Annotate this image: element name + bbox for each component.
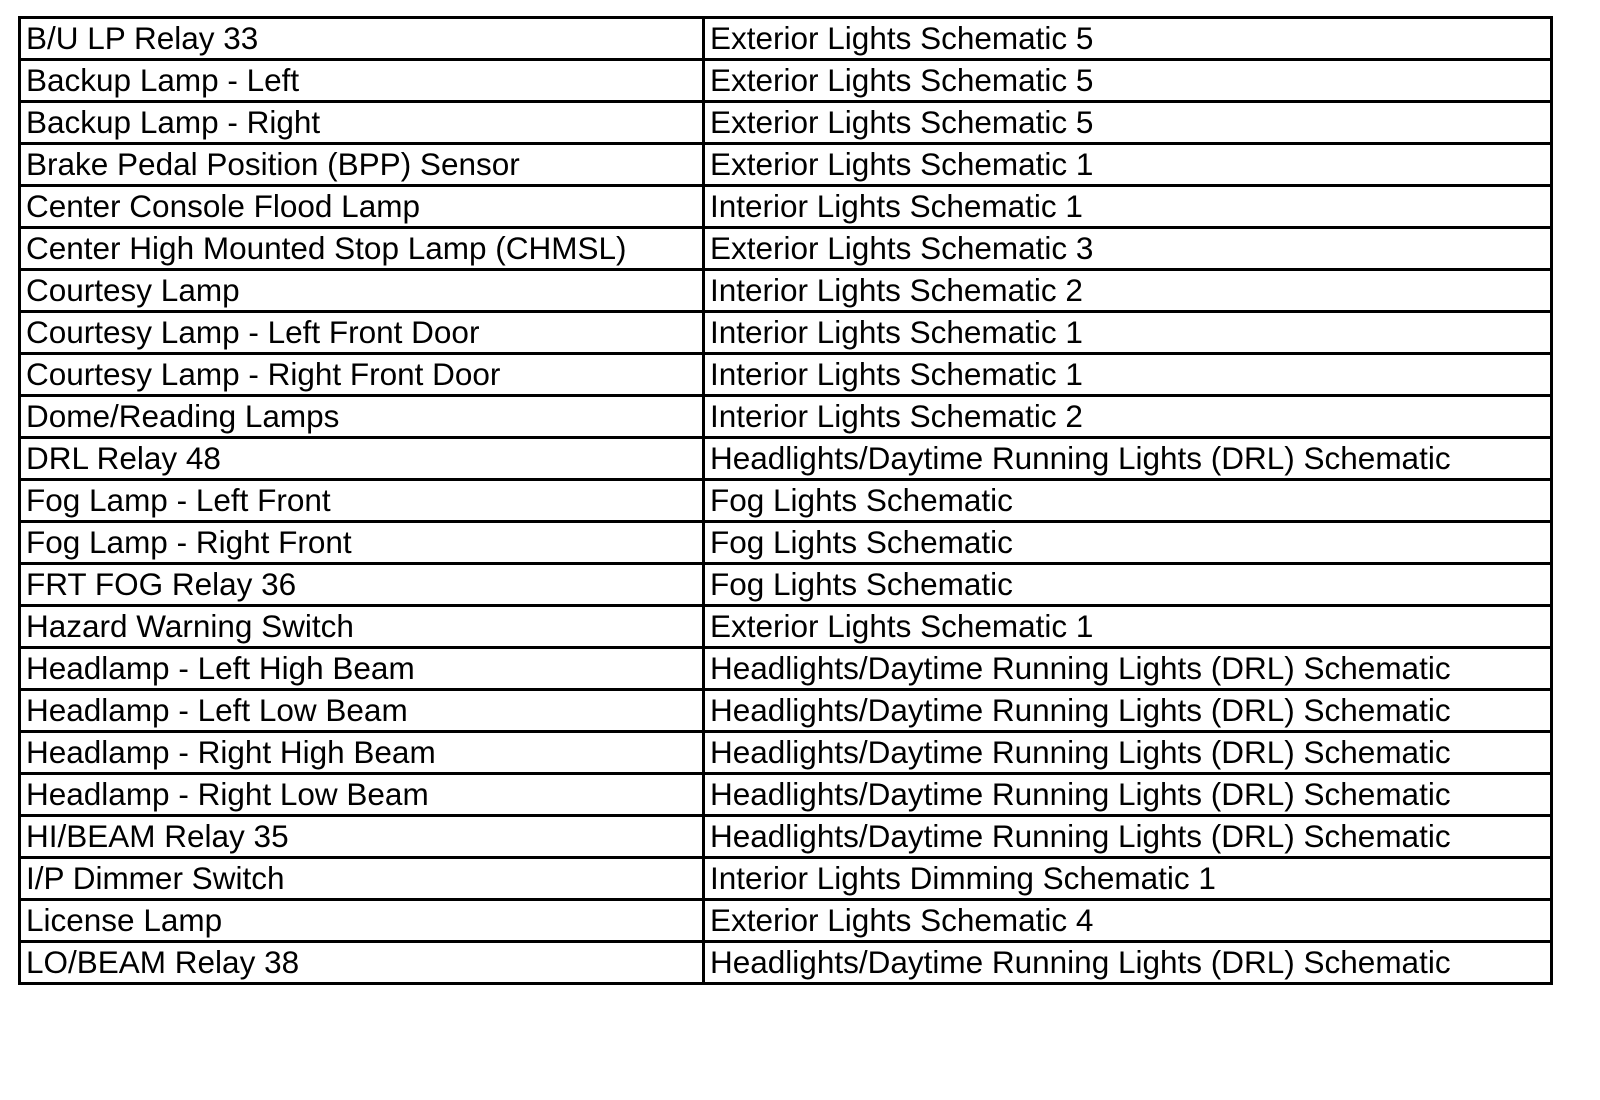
schematic-cell: Fog Lights Schematic [704,522,1552,564]
table-row [20,774,1552,816]
component-cell: Fog Lamp - Left Front [20,480,704,522]
component-cell: Headlamp - Left Low Beam [20,690,704,732]
schematic-cell: Fog Lights Schematic [704,480,1552,522]
schematic-cell: Exterior Lights Schematic 3 [704,228,1552,270]
schematic-cell: Exterior Lights Schematic 5 [704,102,1552,144]
component-cell: Headlamp - Right High Beam [20,732,704,774]
schematic-cell: Headlights/Daytime Running Lights (DRL) Schematic [704,942,1552,984]
component-cell: LO/BEAM Relay 38 [20,942,704,984]
component-cell: Courtesy Lamp - Right Front Door [20,354,704,396]
table-row [20,396,1552,438]
table-row [20,522,1552,564]
table-row [20,480,1552,522]
component-cell: Brake Pedal Position (BPP) Sensor [20,144,704,186]
schematic-cell: Interior Lights Schematic 2 [704,396,1552,438]
table-row [20,438,1552,480]
component-cell: Center Console Flood Lamp [20,186,704,228]
table-row [20,354,1552,396]
table-row [20,606,1552,648]
table-row [20,732,1552,774]
schematic-cell: Interior Lights Schematic 1 [704,186,1552,228]
schematic-cell: Exterior Lights Schematic 5 [704,60,1552,102]
table-row [20,858,1552,900]
schematic-cell: Interior Lights Schematic 1 [704,312,1552,354]
schematic-cell: Fog Lights Schematic [704,564,1552,606]
component-cell: HI/BEAM Relay 35 [20,816,704,858]
component-cell: Backup Lamp - Right [20,102,704,144]
component-cell: Headlamp - Right Low Beam [20,774,704,816]
component-cell: DRL Relay 48 [20,438,704,480]
schematic-cell: Interior Lights Schematic 1 [704,354,1552,396]
table-row [20,942,1552,984]
schematic-cell: Headlights/Daytime Running Lights (DRL) Schematic [704,648,1552,690]
component-cell: Courtesy Lamp [20,270,704,312]
component-cell: Courtesy Lamp - Left Front Door [20,312,704,354]
schematic-cell: Exterior Lights Schematic 1 [704,606,1552,648]
component-cell: Hazard Warning Switch [20,606,704,648]
schematic-cell: Headlights/Daytime Running Lights (DRL) Schematic [704,690,1552,732]
component-cell: FRT FOG Relay 36 [20,564,704,606]
table-row [20,186,1552,228]
table-row [20,690,1552,732]
schematic-cell: Interior Lights Schematic 2 [704,270,1552,312]
table-row [20,102,1552,144]
component-cell: B/U LP Relay 33 [20,18,704,60]
table-row [20,270,1552,312]
table-row [20,816,1552,858]
table-row [20,900,1552,942]
schematic-cell: Headlights/Daytime Running Lights (DRL) Schematic [704,732,1552,774]
component-cell: Center High Mounted Stop Lamp (CHMSL) [20,228,704,270]
schematic-cell: Exterior Lights Schematic 4 [704,900,1552,942]
schematic-cell: Exterior Lights Schematic 5 [704,18,1552,60]
table-row [20,18,1552,60]
component-cell: Headlamp - Left High Beam [20,648,704,690]
component-cell: License Lamp [20,900,704,942]
schematic-cell: Exterior Lights Schematic 1 [704,144,1552,186]
schematic-cell: Headlights/Daytime Running Lights (DRL) Schematic [704,438,1552,480]
table-row [20,564,1552,606]
schematic-cell: Headlights/Daytime Running Lights (DRL) Schematic [704,816,1552,858]
component-schematic-table [18,16,1553,985]
table-row [20,228,1552,270]
schematic-cell: Interior Lights Dimming Schematic 1 [704,858,1552,900]
table-row [20,60,1552,102]
schematic-cell: Headlights/Daytime Running Lights (DRL) Schematic [704,774,1552,816]
table-row [20,648,1552,690]
component-cell: Dome/Reading Lamps [20,396,704,438]
component-cell: Backup Lamp - Left [20,60,704,102]
table-row [20,312,1552,354]
component-cell: I/P Dimmer Switch [20,858,704,900]
table-row [20,144,1552,186]
component-cell: Fog Lamp - Right Front [20,522,704,564]
